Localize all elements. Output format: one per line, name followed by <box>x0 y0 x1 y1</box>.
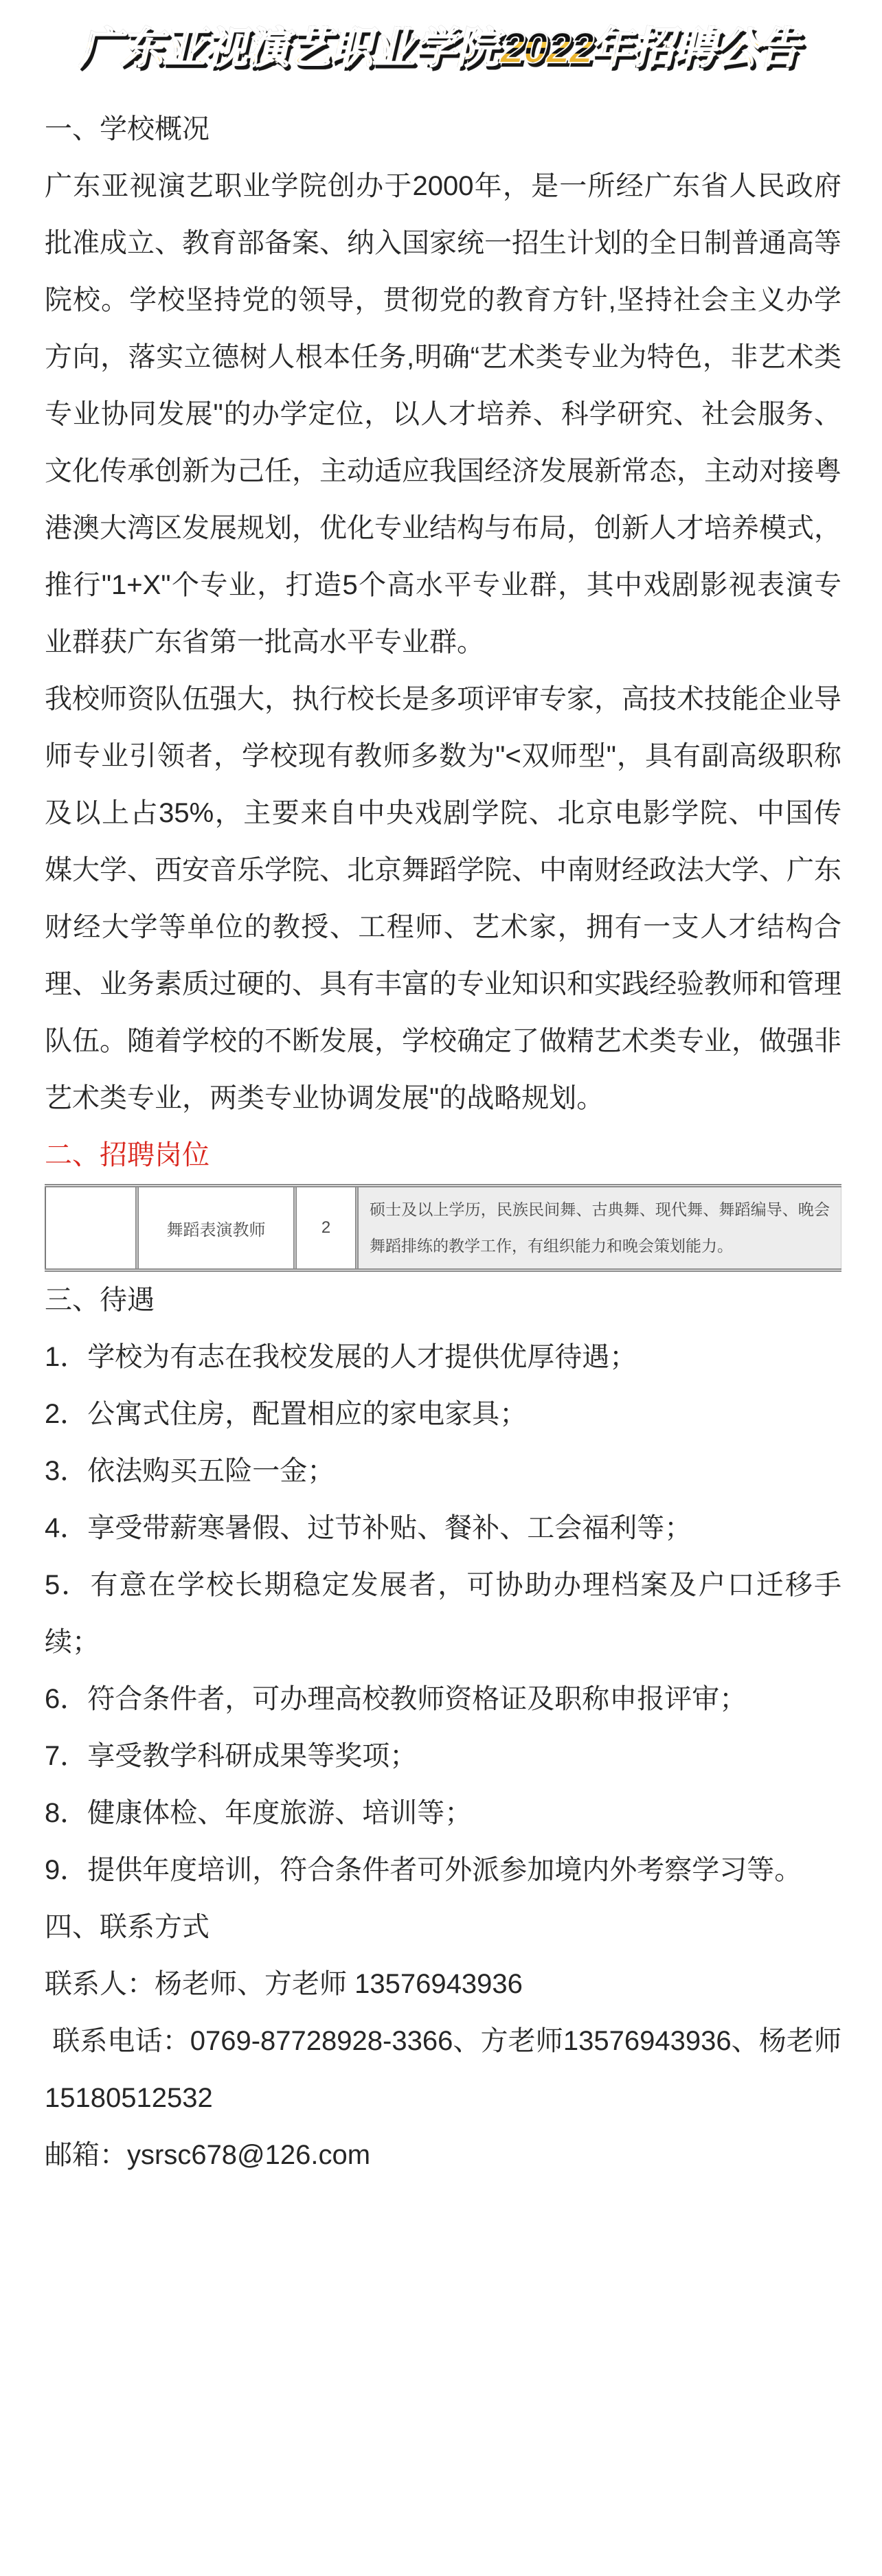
contact-phone-line: 联系电话：0769-87728928-3366、方老师13576943936、杨老师15180512532 <box>45 2026 841 2113</box>
section-heading-benefits: 三、待遇 <box>45 1285 155 1315</box>
section-heading-positions: 二、招聘岗位 <box>45 1140 210 1170</box>
benefit-item-6: 6．符合条件者，可办理高校教师资格证及职称申报评审； <box>45 1684 747 1714</box>
benefit-item-1: 1．学校为有志在我校发展的人才提供优厚待遇； <box>45 1342 637 1372</box>
table-cell-position: 舞蹈表演教师 <box>135 1187 293 1268</box>
benefit-item-7: 7．享受教学科研成果等奖项； <box>45 1741 418 1771</box>
benefit-item-5: 5．有意在学校长期稳定发展者，可协助办理档案及户口迁移手续； <box>45 1570 841 1657</box>
benefit-item-4: 4．享受带薪寒暑假、过节补贴、餐补、工会福利等； <box>45 1513 692 1543</box>
benefit-item-3: 3．依法购买五险一金； <box>45 1456 335 1486</box>
benefit-item-8: 8．健康体检、年度旅游、培训等； <box>45 1798 473 1828</box>
section-heading-overview: 一、学校概况 <box>45 114 210 144</box>
table-cell-requirements: 硕士及以上学历，民族民间舞、古典舞、现代舞、舞蹈编导、晚会舞蹈排练的教学工作，有组织能力和晚会策划能力。 <box>355 1187 841 1268</box>
table-cell-blank <box>45 1187 135 1268</box>
contact-email-line: 邮箱：ysrsc678@126.com <box>45 2140 371 2170</box>
contact-person-line: 联系人：杨老师、方老师 13576943936 <box>45 1969 523 1999</box>
benefit-item-9: 9．提供年度培训，符合条件者可外派参加境内外考察学习等。 <box>45 1855 802 1885</box>
overview-paragraph-1: 广东亚视演艺职业学院创办于2000年，是一所经广东省人民政府批准成立、教育部备案、纳入国家统一招生计划的全日制普通高等院校。学校坚持党的领导，贯彻党的教育方针,坚持社会主义办学方向，落实立德树人根本任务,明确“艺术类专业为特色，非艺术类专业协同发展"的办学定位，以人才培养、科学研究、社会服务、文化传承创新为己任，主动适应我国经济发展新常态，主动对接粤港澳大湾区发展规划，优化专业结构与布局，创新人才培养模式，推行"1+X"个专业，打造5个高水平专业群，其中戏剧影视表演专业群获广东省第一批高水平专业群。 <box>45 171 841 657</box>
table-cell-headcount: 2 <box>293 1187 355 1268</box>
page-title-text: 广东亚视演艺职业学院2022年招聘公告 <box>76 14 810 75</box>
overview-paragraph-2: 我校师资队伍强大，执行校长是多项评审专家，高技术技能企业导师专业引领者，学校现有教师多数为"<双师型"，具有副高级职称及以上占35%，主要来自中央戏剧学院、北京电影学院、中国传媒大学、西安音乐学院、北京舞蹈学院、中南财经政法大学、广东财经大学等单位的教授、工程师、艺术家，拥有一支人才结构合理、业务素质过硬的、具有丰富的专业知识和实践经验教师和管理队伍。随着学校的不断发展，学校确定了做精艺术类专业，做强非艺术类专业，两类专业协调发展"的战略规划。 <box>45 684 841 1113</box>
page-title <box>45 14 841 75</box>
recruitment-table <box>45 1184 841 1272</box>
benefit-item-2: 2．公寓式住房，配置相应的家电家具； <box>45 1399 528 1429</box>
section-heading-contact: 四、联系方式 <box>45 1912 210 1942</box>
